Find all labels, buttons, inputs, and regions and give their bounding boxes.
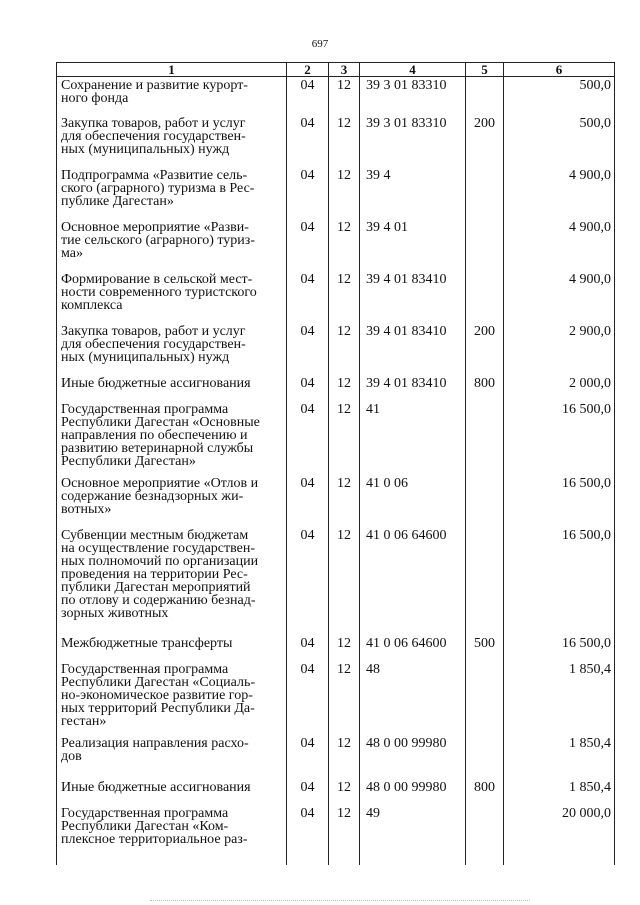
row-section-cell: 04 [287, 805, 329, 865]
table-row [57, 219, 615, 271]
row-section-cell: 04 [287, 475, 329, 527]
row-target-code-cell: 39 4 01 83410 [360, 271, 466, 323]
row-subsection-cell: 12 [329, 77, 360, 115]
row-target-code-cell: 49 [360, 805, 466, 865]
column-header-6: 6 [504, 63, 615, 77]
row-section-cell: 04 [287, 323, 329, 375]
column-header-2: 2 [287, 63, 329, 77]
row-amount-cell: 1 850,4 [504, 661, 615, 735]
row-amount-cell: 4 900,0 [504, 167, 615, 219]
row-section-cell: 04 [287, 779, 329, 805]
row-expense-type-cell: 500 [466, 635, 504, 661]
row-expense-type-cell [466, 219, 504, 271]
row-section-cell: 04 [287, 271, 329, 323]
row-target-code-cell: 39 3 01 83310 [360, 115, 466, 167]
row-target-code-cell: 48 0 00 99980 [360, 735, 466, 779]
row-amount-cell: 4 900,0 [504, 271, 615, 323]
row-expense-type-cell: 200 [466, 323, 504, 375]
row-expense-type-cell [466, 475, 504, 527]
table-row [57, 401, 615, 475]
row-name-cell: Основное мероприятие «Отлов и содержание безнадзорных жи- вотных» [57, 475, 287, 527]
column-header-4: 4 [360, 63, 466, 77]
row-subsection-cell: 12 [329, 401, 360, 475]
row-expense-type-cell [466, 527, 504, 635]
scan-artifact-line [150, 900, 530, 902]
column-header-3: 3 [329, 63, 360, 77]
row-section-cell: 04 [287, 735, 329, 779]
row-subsection-cell: 12 [329, 805, 360, 865]
row-name-cell: Закупка товаров, работ и услуг для обеспечения государствен- ных (муниципальных) нужд [57, 115, 287, 167]
row-subsection-cell: 12 [329, 527, 360, 635]
row-expense-type-cell [466, 735, 504, 779]
table-row [57, 323, 615, 375]
row-name-cell: Сохранение и развитие курорт- ного фонда [57, 77, 287, 115]
row-subsection-cell: 12 [329, 735, 360, 779]
row-name-cell: Иные бюджетные ассигнования [57, 375, 287, 401]
table-row [57, 805, 615, 865]
table-row [57, 779, 615, 805]
row-expense-type-cell [466, 271, 504, 323]
table-row [57, 635, 615, 661]
row-amount-cell: 16 500,0 [504, 475, 615, 527]
row-subsection-cell: 12 [329, 271, 360, 323]
row-section-cell: 04 [287, 167, 329, 219]
table-row [57, 167, 615, 219]
column-header-5: 5 [466, 63, 504, 77]
row-amount-cell: 16 500,0 [504, 527, 615, 635]
row-name-cell: Формирование в сельской мест- ности современного туристского комплекса [57, 271, 287, 323]
table-row [57, 527, 615, 635]
table-row [57, 661, 615, 735]
row-name-cell: Подпрограмма «Развитие сель- ского (аграрного) туризма в Рес- публике Дагестан» [57, 167, 287, 219]
row-subsection-cell: 12 [329, 475, 360, 527]
row-amount-cell: 16 500,0 [504, 635, 615, 661]
row-name-cell: Государственная программа Республики Дагестан «Ком- плексное территориальное раз- [57, 805, 287, 865]
row-target-code-cell: 41 0 06 64600 [360, 635, 466, 661]
row-section-cell: 04 [287, 375, 329, 401]
row-expense-type-cell [466, 401, 504, 475]
row-amount-cell: 1 850,4 [504, 735, 615, 779]
row-name-cell: Государственная программа Республики Дагестан «Социаль- но-экономическое развитие гор- ных территорий Республики Да- гестан» [57, 661, 287, 735]
row-expense-type-cell [466, 77, 504, 115]
row-section-cell: 04 [287, 401, 329, 475]
column-header-1: 1 [57, 63, 287, 77]
row-target-code-cell: 39 4 01 [360, 219, 466, 271]
row-name-cell: Межбюджетные трансферты [57, 635, 287, 661]
budget-table [56, 62, 615, 865]
row-target-code-cell: 41 0 06 64600 [360, 527, 466, 635]
table-body [57, 77, 615, 865]
page-number: 697 [311, 38, 329, 50]
row-subsection-cell: 12 [329, 635, 360, 661]
row-amount-cell: 1 850,4 [504, 779, 615, 805]
row-expense-type-cell: 200 [466, 115, 504, 167]
row-subsection-cell: 12 [329, 167, 360, 219]
row-name-cell: Закупка товаров, работ и услуг для обеспечения государствен- ных (муниципальных) нужд [57, 323, 287, 375]
row-amount-cell: 500,0 [504, 115, 615, 167]
table-row [57, 77, 615, 115]
row-target-code-cell: 39 4 01 83410 [360, 375, 466, 401]
row-amount-cell: 500,0 [504, 77, 615, 115]
row-section-cell: 04 [287, 527, 329, 635]
row-amount-cell: 4 900,0 [504, 219, 615, 271]
row-name-cell: Иные бюджетные ассигнования [57, 779, 287, 805]
row-subsection-cell: 12 [329, 115, 360, 167]
row-name-cell: Основное мероприятие «Разви- тие сельского (аграрного) туриз- ма» [57, 219, 287, 271]
row-section-cell: 04 [287, 219, 329, 271]
row-expense-type-cell [466, 167, 504, 219]
row-target-code-cell: 39 4 [360, 167, 466, 219]
row-section-cell: 04 [287, 635, 329, 661]
row-target-code-cell: 48 0 00 99980 [360, 779, 466, 805]
table-header-row [57, 63, 615, 77]
row-subsection-cell: 12 [329, 779, 360, 805]
table-row [57, 375, 615, 401]
row-name-cell: Реализация направления расхо- дов [57, 735, 287, 779]
row-amount-cell: 16 500,0 [504, 401, 615, 475]
row-target-code-cell: 39 4 01 83410 [360, 323, 466, 375]
row-section-cell: 04 [287, 77, 329, 115]
row-target-code-cell: 39 3 01 83310 [360, 77, 466, 115]
row-expense-type-cell [466, 661, 504, 735]
row-amount-cell: 2 000,0 [504, 375, 615, 401]
table-row [57, 475, 615, 527]
row-target-code-cell: 48 [360, 661, 466, 735]
row-name-cell: Государственная программа Республики Дагестан «Основные направления по обеспечению и развитию ветеринарной службы Республики Дагестан» [57, 401, 287, 475]
row-section-cell: 04 [287, 661, 329, 735]
row-subsection-cell: 12 [329, 219, 360, 271]
row-expense-type-cell: 800 [466, 779, 504, 805]
row-expense-type-cell [466, 805, 504, 865]
row-expense-type-cell: 800 [466, 375, 504, 401]
row-amount-cell: 2 900,0 [504, 323, 615, 375]
row-amount-cell: 20 000,0 [504, 805, 615, 865]
row-name-cell: Субвенции местным бюджетам на осуществление государствен- ных полномочий по организации проведения на территории Рес- публики Дагестан мероприятий по отлову и содержанию безнад- зорных животных [57, 527, 287, 635]
table-row [57, 115, 615, 167]
row-section-cell: 04 [287, 115, 329, 167]
row-subsection-cell: 12 [329, 323, 360, 375]
table-row [57, 735, 615, 779]
row-target-code-cell: 41 0 06 [360, 475, 466, 527]
row-target-code-cell: 41 [360, 401, 466, 475]
row-subsection-cell: 12 [329, 661, 360, 735]
row-subsection-cell: 12 [329, 375, 360, 401]
table-row [57, 271, 615, 323]
